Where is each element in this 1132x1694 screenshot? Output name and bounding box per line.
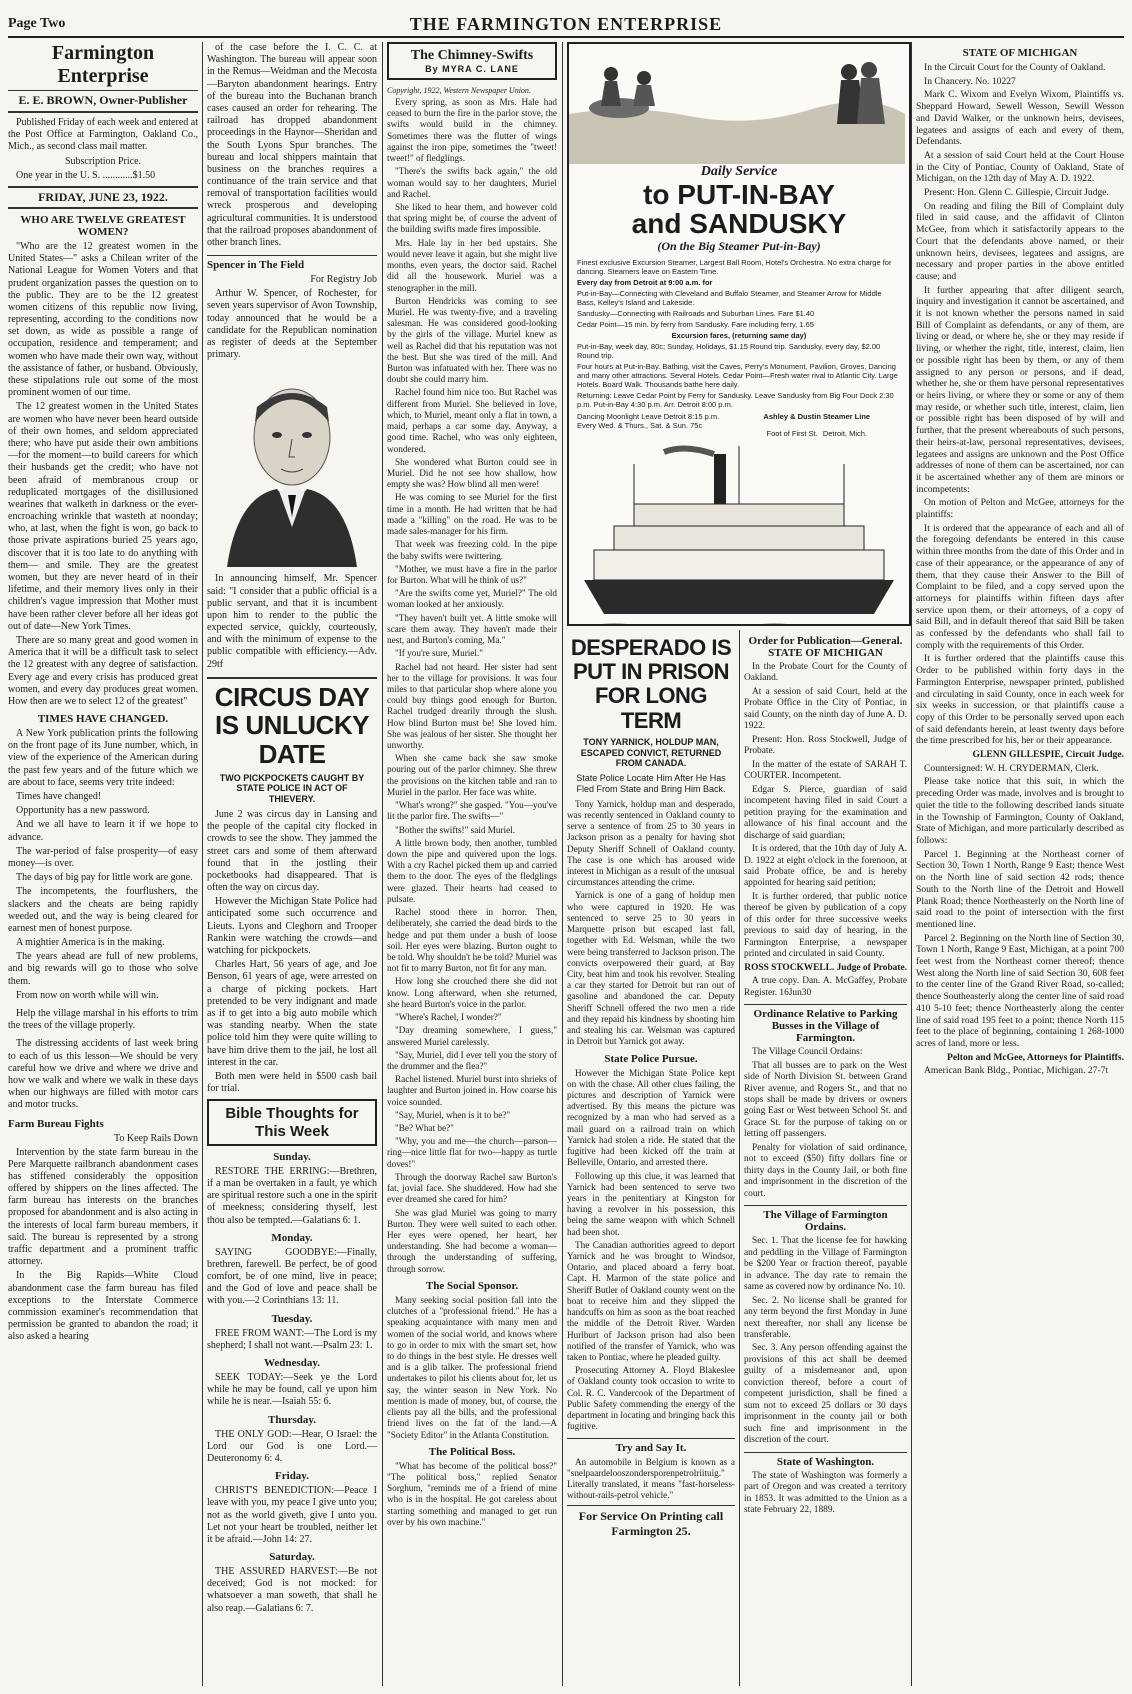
page-number: Page Two [8, 16, 66, 31]
chancery-paragraph: In the Circuit Court for the County of Oakland. [924, 62, 1106, 73]
chancery-paragraph: It further appearing that after diligent search, inquiry and investigation it cannot be ascertained, and it is not known whether the persons named in said Bill of Complaint as defendants, or any of them, are living or dead, or where he, she or they may reside if living, or whether the right, title, interest, claim, lien or possible right has been by them, or any of them assigned to any person or persons, and if dead, whether he, she or them have personal representatives or heirs living, or where they or some or any of them may reside, or whether such title, interest, claim, lien or possible right has been disposed of by will and further, that the present whereabouts of such persons, their heirs-at-law, personal representatives, devisees, legatees and assigns are unknown and the Post Office addresses of none of them can be ascertained, nor can it be ascertained whether any of them are minors or incompetents: [916, 284, 1124, 495]
story-paragraph: She wondered what Burton could see in Muriel. Did he not see how shallow, how empty she was? How blind all men were! [387, 456, 557, 490]
story-byline: By MYRA C. LANE [425, 64, 519, 74]
chancery-paragraph: On motion of Pelton and McGee, attorneys for the plaintiffs: [916, 497, 1124, 521]
times-paragraph: The years ahead are full of new problems, and big rewards will go to those who solve them. [8, 951, 198, 987]
story-paragraph: That week was freezing cold. In the pipe the baby swifts were twittering. [387, 539, 557, 561]
times-paragraph: And we all have to learn it if we hope to advance. [8, 819, 198, 843]
chancery-paragraph: At a session of said Court held at the Court House in the City of Pontiac, County of Oakland, State of Michigan, on the 12th day of May A. D. 1922. [916, 149, 1124, 185]
chancery-paragraph: Parcel 2. Beginning on the North line of Section 30, Town 1 North, Range 9 East, Michigan, at a point 700 feet west from the Northeast corner thereof; thence West along the North line of said Section 30, 608 feet to the center line of the Grand River Road, so-called; thence Southeasterly along the center line of said road 410 5-10 feet; thence Northeasterly along the center line of said road 195 feet to a point; thence North 115 feet to the place of beginning, containing 1 268-1000 acres of land, more or less. [916, 932, 1124, 1049]
washington-paragraph: The state of Washington was formerly a part of Oregon and was created a territory in 1853. It was admitted to the Union as a state February 22, 1889. [744, 1470, 907, 1516]
day-label: Monday. [271, 1231, 313, 1244]
story-paragraph: "Day dreaming somewhere, I guess," answered Muriel carelessly. [387, 1025, 557, 1047]
ad-title-line-1: to PUT-IN-BAY [643, 179, 835, 210]
story-paragraph: Rachel listened. Muriel burst into shrieks of laughter and Burton joined in. How coarse his voice sounded. [387, 1074, 557, 1107]
circus-headline: CIRCUS DAY IS UNLUCKY DATE [207, 677, 377, 769]
times-headline: TIMES HAVE CHANGED. [37, 713, 169, 726]
farm-paragraph: In the Big Rapids—White Cloud abandonment case the farm bureau has filed exceptions to the Interstate Commerce commission examiner's recommendation that permission be granted to abandon the road; it also asked a hearing [8, 1270, 198, 1343]
ad-text: Returning: Leave Cedar Point by Ferry for Sandusky. Leave Sandusky from Big Four Dock 2:30 p.m. Put-in-Bay 4:30 p.m. Arr. Detroit 8:00 p.m. [577, 390, 894, 409]
chancery-paragraph: On reading and filing the Bill of Complaint duly filed in said cause, and the affidavit of Clinton McGee, from which it satisfactorily appears to the Court that the defendants above named, or their unknown heirs, devisees, legatees and assigns, are necessary and proper parties in the above entitled cause; and [916, 200, 1124, 282]
story-paragraph: "If you're sure, Muriel." [395, 648, 483, 659]
ad-text: Four hours at Put-in-Bay. Bathing, visit the Caves, Perry's Monument, Pavilion, Groves, Dancing and many other attractions. Several Hotels. Cedar Point—Fresh water rival to Atlantic City. Large Hotels. Board Walk. Thousands bathe here daily. [577, 361, 898, 389]
times-paragraph: Opportunity has a new password. [16, 805, 150, 817]
story-paragraph: "Say, Muriel, when is it to be?" [395, 1109, 511, 1120]
bible-box [207, 1099, 377, 1146]
attorneys-signature: Pelton and McGee, Attorneys for Plaintiffs. [946, 1051, 1124, 1063]
bible-verse: THE ONLY GOD:—Hear, O Israel: the Lord our God is one Lord.—Deuteronomy 6: 4. [207, 1428, 377, 1464]
desperado-deck: TONY YARNICK, HOLDUP MAN, ESCAPED CONVICT, RETURNED FROM CANADA. [580, 736, 722, 769]
order-true-copy: A true copy. Dan. A. McGaffey, Probate Register. 16Jun30 [744, 976, 907, 998]
ad-text: Put-in-Bay—Connecting with Cleveland and Buffalo Steamer, and Steamer Arrow for Middle Bass, Kelley's Island and Lakeside. [577, 288, 882, 307]
story-paragraph: Burton Hendricks was coming to see Muriel. He was twenty-five, and a traveling salesman. He was considered good-looking by the girls of the village. Muriel knew as well as Rachel did that his reputation was not the best. But she was tired of the mill. And Burton was infatuated with her. There was no doubt she could marry him. [387, 295, 557, 385]
story-paragraph: Rachel found him nice too. But Rachel was different from Muriel. She believed in love, which, to Muriel, meant only a flat in town, a maid, perhaps a car some day. Anyway, a good time. Rachel, who was only eighteen, wondered. [387, 387, 557, 454]
desperado-headline: DESPERADO IS PUT IN PRISON FOR LONG TERM [570, 635, 732, 733]
ad-text: Finest exclusive Excursion Steamer, Largest Ball Room, Hotel's Orchestra. No extra charge for dancing. Steamers leave on Eastern Time. [577, 257, 892, 276]
column-rule [382, 42, 383, 1686]
printing-notice: For Service On Printing call Farmington 25. [567, 1505, 735, 1539]
boss-headline: The Political Boss. [428, 1445, 516, 1458]
times-paragraph: Times have changed! [16, 791, 102, 802]
column-rule [202, 42, 203, 1686]
desperado-paragraph: However the Michigan State Police kept on with the chase. All other clues failing, the pictures and description of Yarnick were advertised. By this means the picture was recognized by a man who had served as a mail guard on a railroad train on which Yarnick had stolen a ride. He stated that the fugitive had been kicked off the train at Belleville, Ontario, and arrested there. [567, 1067, 735, 1168]
chancery-countersign: Countersigned: W. H. CRYDERMAN, Clerk. [924, 762, 1099, 774]
boss-paragraph: "What has become of the political boss?" "The political boss," replied Senator Sorghum, "reminds me of a friend of mine who is in the hospital. He got careless about starting something and managed to get run over by his own machine." [387, 1460, 557, 1527]
times-paragraph: A mightier America is in the making. [16, 937, 165, 949]
bible-verse: FREE FROM WANT:—The Lord is my shepherd; I shall not want.—Psalm 23: 1. [207, 1327, 377, 1351]
story-paragraph: "Mother, we must have a fire in the parlor for Burton. What will he think of us?" [387, 563, 557, 585]
circus-deck: TWO PICKPOCKETS CAUGHT BY STATE POLICE IN ACT OF THIEVERY. [219, 772, 365, 805]
women-paragraph: "Who are the 12 greatest women in the United States—" asks a Chilean writer of the National League for Women Voters and that prudent organization passes the question on to the public. They are to be the 12 greatest women citizens of this republic now living, representing, according to the conditions now set down, as wide as possible a range of occupation, residence and temperament; and women who have made their own way, without the assistance of father, or husband. Obviously, these stipulations rule out some of the most prominent women of our time. [8, 240, 198, 399]
story-paragraph: A little brown body, then another, tumbled down the pipe and quivered upon the logs. With a cry Rachel picked them up and carried them to the door. The eyes of the fledglings were glazed. Their hearts had ceased to pulsate. [387, 837, 557, 904]
desperado-paragraph: Prosecuting Attorney A. Floyd Blakeslee of Oakland county took occasion to write to Col. R. C. Vandercook of the Department of Public Safety commending the energy of the department in locating and bringing back this fugitive. [567, 1365, 735, 1432]
accidents-note: The distressing accidents of last week bring to each of us this lesson—We should be very careful how we drive and where we drive and how we walk and where we walk in these days when our highways are filled with motor cars and motor trucks. [8, 1038, 198, 1111]
order-paragraph: Edgar S. Pierce, guardian of said incompetent having filed in said Court a petition praying for the examination and allowance of his final account and the discharge of said guardian; [744, 784, 907, 841]
village-headline: The Village of Farmington Ordains. [744, 1205, 907, 1233]
village-paragraph: Sec. 1. That the license fee for hawking and peddling in the Village of Farmington be $200 Year or fraction thereof, payable in advance. The day rate to remain the same as covered now by ordinance No. 10. [744, 1236, 907, 1293]
story-paragraph: "Where's Rachel, I wonder?" [395, 1012, 502, 1023]
story-paragraph: Mrs. Hale lay in her bed upstairs. She would never leave it again, but she might live months, even years, the doctor said. Rachel did all the housework. Muriel was a stenographer in the mill. [387, 237, 557, 293]
story-paragraph: Every spring, as soon as Mrs. Hale had ceased to burn the fire in the parlor stove, the swifts would build in the chimney. Sometimes there was the flutter of wings against the iron pipe, sometimes the "tweet! tweet!" of fledglings. [387, 97, 557, 164]
village-paragraph: Sec. 2. No license shall be granted for any term beyond the first Monday in June next thereafter, nor shall any license be transferable. [744, 1295, 907, 1340]
desperado-subsection: State Police Pursue. [604, 1052, 698, 1065]
social-paragraph: Many seeking social position fall into the clutches of a "professional friend." He has a speaking acquaintance with many men and women of the social world, and knows where to go in order to mix with the smart set, how to do things in the best style. He dresses well and is a glib talker. The professional friend undertakes to pilot his clients about for, let us say, the winter season in New York. No mention is made of money, but, of course, the clients pay all the bills, and the professional friend lives on the fat of the land.—A "Society Editor" in the Atlanta Constitution. [387, 1294, 557, 1440]
spencer-headline: Spencer in The Field [207, 255, 377, 271]
order-paragraph: In the Probate Court for the County of Oakland. [744, 662, 907, 684]
marshal-note: Help the village marshal in his efforts to trim the trees of the village properly. [8, 1008, 198, 1032]
desperado-paragraph: The Canadian authorities agreed to deport Yarnick and he was brought to Windsor, Ontario, and placed aboard a ferry boat. Capt. H. Marmon of the state police and Sheriff Butler of Oakland county went on the boat to receive him and they slipped the handcuffs on him as soon as the boat reached the middle of the Detroit River. Warden Hurlburt of Jackson prison had also been notified of the transfer of Yarnick, who was taken to Pontiac, where he pleaded guilty. [567, 1239, 735, 1363]
subscription-price: One year in the U. S. ............$1.50 [16, 169, 156, 181]
column-3 [387, 42, 557, 1686]
ad-illustration-bathers [569, 44, 905, 164]
story-paragraph: "Are the swifts come yet, Muriel?" The old woman looked at her anxiously. [387, 588, 557, 610]
farm-paragraph: Intervention by the state farm bureau in the Pere Marquette railbranch abandonment cases has stiffened considerably the opposition offered by shippers on the lines affected. The farm bureau has interests on the branches proposed for abandonment and is also acting in the interests of local farm bureau members, it said. The bureau is represented by a strong traffic department and a prominent traffic attorney. [8, 1146, 198, 1268]
column-5 [744, 630, 907, 1686]
times-paragraph: The days of big pay for little work are gone. [16, 872, 193, 884]
day-label: Saturday. [269, 1551, 315, 1564]
times-paragraph: The incompetents, the fourflushers, the slackers and the cheats are being rapidly weeded out, and the way is being cleared for earnest men of honest purpose. [8, 886, 198, 934]
ordinance-paragraph: The Village Council Ordains: [752, 1047, 863, 1058]
story-copyright: Copyright, 1922, Western Newspaper Union. [387, 86, 531, 95]
column-rule [562, 42, 563, 1686]
spencer-paragraph: Arthur W. Spencer, of Rochester, for seven years supervisor of Avon Township, today announced that he would be a candidate for the Republican nomination as register of deeds at the September primary. [207, 288, 377, 361]
day-label: Friday. [275, 1470, 309, 1483]
try-paragraph: An automobile in Belgium is known as a "snelpaardelooszondersporenpetrolriituig." Literally translated, it means "fast-horseless-without-rails-petrol vehicle." [567, 1456, 735, 1501]
circus-paragraph: Charles Hart, 56 years of age, and Joe Benson, 61 years of age, were arrested on a charge of picking pockets. Hart pretended to be very indignant and made as if to get into a big auto mobile which was standing nearby. When the state police told him they were quite willing to have him drive them to the jail, he lost all interest in the car. [207, 959, 377, 1068]
story-paragraph: How long she crouched there she did not know. Long afterward, when she returned, she heard Burton's voice in the parlor. [387, 976, 557, 1009]
story-paragraph: "Bother the swifts!" said Muriel. [395, 824, 516, 835]
desperado-paragraph: Yarnick is one of a gang of holdup men who were captured in 1920. He was sentenced to serve 25 to 30 years in Marquette prison but escaped last fall, together with Ed. Welsman, while the two were being transferred to Jackson prison. The convicts overpowered their guard, at Bay City, beat him and took his revolver. Stealing a car they started for Detroit but ran out of gasoline and abandoned the car. Deputy Sheriff Schnell offered the two men a ride and they repaid his kindness by shooting him and stealing his car. Welsman was captured in Detroit but Yarnick got away. [567, 890, 735, 1047]
story-paragraph: Rachel stood there in horror. Then, deliberately, she carried the dead birds to the hedge and put them under a bush of loose soil. Her eyes were blazing. Burton ought to be told. Why shouldn't he be told? Muriel was not fit to marry Burton, not fit for any man. [387, 907, 557, 974]
order-paragraph: Present: Hon. Ross Stockwell, Judge of Probate. [744, 734, 907, 757]
women-headline: WHO ARE TWELVE GREATEST WOMEN? [20, 213, 186, 238]
newspaper-title: THE FARMINGTON ENTERPRISE [409, 14, 723, 34]
order-paragraph: At a session of said Court, held at the Probate Office in the City of Pontiac, in said County, on the ninth day of June A. D. 1922. [744, 686, 907, 732]
farm-subhead: To Keep Rails Down [113, 1132, 198, 1144]
try-headline: Try and Say It. [567, 1438, 735, 1454]
social-headline: The Social Sponsor. [425, 1279, 519, 1292]
ad-text: Excursion fares, (returning same day) [671, 330, 807, 340]
column-4 [567, 630, 735, 1686]
story-paragraph: "Be? What be?" [395, 1123, 454, 1134]
column-rule [739, 630, 740, 1686]
bible-verse: THE ASSURED HARVEST:—Be not deceived; God is not mocked: for whatsoever a man soweth, that shall he also reap.—Galatians 6: 7. [207, 1566, 377, 1614]
masthead: Farmington Enterprise [8, 42, 198, 91]
circus-paragraph: Both men were held in $500 cash bail for trial. [207, 1070, 377, 1095]
ad-text: Put-in-Bay, week day, 80c; Sunday, Holidays, $1.15 Round trip. Sandusky, every day, $2.00 Round trip. [577, 341, 881, 360]
story-paragraph: "They haven't built yet. A little smoke will scare them away. They haven't made their nest, and Burton's coming, Ma." [387, 612, 557, 646]
column-rule [911, 42, 912, 1686]
bible-verse: SEEK TODAY:—Seek ye the Lord while he may be found, call ye upon him while he is near.—Isaiah 55: 6. [207, 1372, 377, 1408]
page-header [8, 14, 1124, 38]
bible-verse: SAYING GOODBYE:—Finally, brethren, farewell. Be perfect, be of good comfort, be of one mind, live in peace; and the God of love and peace shall be with you.—2 Corinthians 13: 11. [207, 1246, 377, 1307]
story-paragraph: Rachel had not heard. Her sister had sent her to the village for provisions. It was four miles to that particular shop where alone you could buy things good enough for Burton. Rachel trudged drearily through the slush. How blind Burton must be! She loved him. She was jealous of her sister. She thought her unworthy. [387, 661, 557, 751]
story-paragraph: She liked to hear them, and however cold that spring might be, of course the advent of the building swifts made fires impossible. [387, 201, 557, 235]
chancery-paragraph: Parcel 1. Beginning at the Northeast corner of Section 30, Town 1 North, Range 9 East; thence West on the North line of said section 42 rods; thence South to the North line of the Detroit and Howell Plank Road; thence Northeasterly on the North line of said road to the point of intersection with the first mentioned line. [916, 848, 1124, 930]
order-signature: ROSS STOCKWELL. Judge of Probate. [744, 962, 907, 973]
ad-address: Foot of First St. [766, 428, 818, 438]
chancery-paragraph: Please take notice that this suit, in which the preceding Order was made, involves and is brought to quiet the title to the following described lands situate in the Township of Farmington, County of Oakland, State of Michigan, and more particularly described as follows: [916, 776, 1124, 846]
day-label: Thursday. [268, 1413, 316, 1426]
story-paragraph: "What's wrong?" she gasped. "You—you've lit the parlor fire. The swifts—" [387, 800, 557, 822]
chancery-paragraph: Mark C. Wixom and Evelyn Wixom, Plaintiffs vs. Sheppard Howard, Sewell Wesson, Sewill Wesson and David Walker, or the unknown heirs, devisees, legatees and assigns of each and every of them, Defendants. [916, 89, 1124, 148]
story-paragraph: Through the doorway Rachel saw Burton's fat, jovial face. She shuddered. How had she ever dreamed she cared for him? [387, 1171, 557, 1205]
day-label: Wednesday. [264, 1357, 320, 1370]
desperado-subhead: State Police Locate Him After He Has Fled From State and Bring Him Back. [576, 773, 726, 794]
bible-verse: CHRIST'S BENEDICTION:—Peace I leave with you, my peace I give unto you; not as the world giveth, give I unto you. Let not your heart be troubled, neither let it be afraid.—John 14: 27. [207, 1485, 377, 1545]
desperado-paragraph: Following up this clue, it was learned that Yarnick had been sentenced to serve two years in the penitentiary at Kingston for having a revolver in his possession, this being the same weapon with which Schnell had been shot. [567, 1170, 735, 1237]
chancery-paragraph: It is further ordered that the plaintiffs cause this Order to be published within forty days in the Farmington Enterprise, newspaper printed, published and circulating in said County, once in each week for six weeks in succession, or that plaintiffs cause a copy of this Order to be personally served upon each of said defendants herein, at least twenty days before the time prescribed for his, her or their appearance. [916, 653, 1124, 747]
women-paragraph: The 12 greatest women in the United States are women who have never been heard outside of their own homes, and seldom appreciated there; who have put aside their own ambitions—for the moment—to build careers for which their husbands get the credit; who have not been afraid of membranous croup or reduplicated mortgages of the disillusioned wearines that walketh in darkness or the ever-encroaching wrinkle that wasteth at noonday; who, at last, when the fight is won, go back to those private aspirations buried 25 years ago, discover that it is too late to do anything with them— and smile. They are the greatest women, but they are never heard of in their lifetime, and their memory lives only in their children's vague impression that Mother must have been rather clever before all her ideas got out of date—New York Times. [8, 401, 198, 632]
circus-paragraph: June 2 was circus day in Lansing and the people of the capital city flocked in crowds to see the show. They jammed the street cars and some of them afterward found that in the jostling their pocketbooks had disappeared. That is often the way on circus day. [207, 808, 377, 894]
ad-subtitle: (On the Big Steamer Put-in-Bay) [657, 238, 821, 253]
publication-info: Published Friday of each week and entered at the Post Office at Farmington, Oakland Co., Mich., as second class mail matter. [8, 117, 198, 153]
times-paragraph: A New York publication prints the following on the front page of its June number, which, in view of the experience of the American during the past few years and of the future which we are about to face, seems very trite indeed: [8, 728, 198, 788]
circus-paragraph: However the Michigan State Police had anticipated some such occurrence and Lieuts. Lyons and Cleghorn and Trooper Rankin were watching the crowds—and watching for pickpockets. [207, 896, 377, 957]
day-label: Sunday. [273, 1150, 311, 1163]
farm-continued: of the case before the I. C. C. at Washington. The bureau will appear soon in the Remus—Weidman and the Mecosta—Baryton abandonment hearings. Entry of the bureau into the Buchanan branch cases caused an order for rehearing. The railroad has dropped abandonment proceedings in the Haynor—Sheridan and the South Lyons Spur branches. The bureau and local shippers maintain that business on the branches requires a continuance of the train service and that removal of transportation facilities would wreck prosperous and developing agricultural communities. It is understood that the railroad proposes abandonment of other branch lines. [207, 42, 377, 248]
chancery-headline: STATE OF MICHIGAN [962, 47, 1078, 59]
portrait-image [217, 367, 367, 567]
ad-title-line-2: and SANDUSKY [631, 208, 847, 240]
ad-text: Every day from Detroit at 9:00 a.m. for [577, 277, 713, 287]
attorneys-address: American Bank Bldg., Pontiac, Michigan. 27-7t [924, 1065, 1109, 1077]
washington-headline: State of Washington. [744, 1452, 907, 1468]
column-1 [8, 42, 198, 1686]
order-headline: Order for Publication—General. STATE OF MICHIGAN [748, 635, 903, 659]
order-paragraph: It is further ordered, that public notice thereof be given by publication of a copy of this order for three successive weeks previous to said day of hearing, in the Farmington Enterprise, a newspaper printed and circulated in said County. [744, 891, 907, 960]
bible-verse: RESTORE THE ERRING:—Brethren, if a man be overtaken in a fault, ye which are spiritual restore such a one in the spirit of meekness; considering thyself, lest thou also be tempted.—Galatians 6: 1. [207, 1165, 377, 1226]
column-2 [207, 42, 377, 1686]
bible-headline: Bible Thoughts for This Week [225, 1105, 359, 1140]
steamer-advertisement [567, 42, 911, 626]
order-paragraph: It is ordered, that the 10th day of July A. D. 1922 at eight o'clock in the forenoon, at said Probate office, be and is hereby appointed for hearing said petition; [744, 844, 907, 889]
column-6 [916, 42, 1124, 1686]
story-paragraph: "Say, Muriel, did I ever tell you the story of the drummer and the flea?" [387, 1049, 557, 1071]
story-paragraph: "There's the swifts back again," the old woman would say to her daughters, Muriel and Rachel. [387, 166, 557, 199]
story-paragraph: He was coming to see Muriel for the first time in a month. He had written that he had made a "killing" on the road. He was to be made sales-manager for his firm. [387, 492, 557, 537]
steamer-ship-illustration [574, 444, 904, 626]
story-paragraph: "Why, you and me—the church—parson—ring—nice little flat for two—happy as turtle doves!" [387, 1136, 557, 1169]
ad-text: Dancing Moonlight Leave Detroit 8:15 p.m. Every Wed. & Thurs., Sat. & Sun. 75c [577, 411, 720, 430]
order-paragraph: In the matter of the estate of SARAH T. COURTER. Incompetent. [744, 759, 907, 782]
spencer-subhead: For Registry Job [310, 274, 377, 286]
village-paragraph: Sec. 3. Any person offending against the provisions of this act shall be deemed guilty of a misdemeanor and, upon conviction thereof, before a court of competent jurisdiction, shall be fined a sum not to exceed 25 dollars or 30 days imprisonment in the county jail or both such fine and imprisonment in the discretion of the court. [744, 1343, 907, 1446]
ad-company: Ashley & Dustin Steamer Line [763, 411, 871, 421]
owner-line: E. E. BROWN, Owner-Publisher [8, 93, 198, 113]
desperado-paragraph: Tony Yarnick, holdup man and desperado, was recently sentenced in Oakland county to serve a sentence of from 25 to 30 years in Jackson prison as a penalty for having shot Deputy Sheriff Schnell of Oakland county. The case is one which has aroused wide interest in Michigan as a result of the unusual circumstances attending the crime. [567, 798, 735, 888]
chancery-paragraph: In Chancery. No. 10227 [924, 75, 1016, 87]
chancery-paragraph: Present: Hon. Glenn C. Gillespie, Circuit Judge. [924, 187, 1109, 199]
ad-text: Sandusky—Connecting with Railroads and Suburban Lines. Fare $1.40 [577, 308, 815, 318]
subscription-label: Subscription Price. [64, 155, 142, 167]
day-label: Tuesday. [271, 1312, 313, 1325]
spencer-paragraph: In announcing himself, Mr. Spencer said: "I consider that a public official is a public servant, and that it is incumbent upon him to render to the public the expected service, quickly, courteously, and with the minimum of expense to the public compatible with efficiency.—Adv. 29tf [207, 573, 377, 670]
chancery-signature: GLENN GILLESPIE, Circuit Judge. [972, 749, 1124, 761]
story-title: The Chimney-Swifts [410, 48, 534, 63]
chancery-paragraph: It is ordered that the appearance of each and all of the foregoing defendants be entered in this cause within three months from the date of this Order and in case of their appearance, or the appearance of any of them, that they cause their Answer to the Bill of Complaint to be filed, and a copy served upon the attorneys for plaintiffs within fifteen days after service upon them, or their attorneys, of a copy of said Bill, and in default thereof that said Bill be taken as confessed by the defendants who shall fail to comply with the requirements of this Order. [916, 522, 1124, 651]
story-title-box [387, 42, 557, 80]
ad-city: Detroit, Mich. [822, 428, 868, 438]
farm-headline: Farm Bureau Fights [8, 1117, 104, 1130]
ordinance-headline: Ordinance Relative to Parking Busses in the Village of Farmington. [744, 1004, 907, 1044]
times-paragraph: From now on worth while will win. [16, 989, 159, 1001]
ad-text: Cedar Point—15 min. by ferry from Sandusky. Fare including ferry, 1.65 [577, 319, 814, 329]
issue-date: FRIDAY, JUNE 23, 1922. [8, 186, 198, 209]
women-paragraph: There are so many great and good women in America that it will be a difficult task to select the 12 greatest with any degree of satisfaction. Every age and every crisis has produced great women, and every day produces great women. How then are we to select 12 of the greatest" [8, 634, 198, 707]
story-paragraph: When she came back she saw smoke pouring out of the parlor chimney. She threw the provisions on the kitchen table and ran to Muriel in the parlor. Her face was white. [387, 753, 557, 797]
story-paragraph: She was glad Muriel was going to marry Burton. They were well suited to each other. Her eyes were opened, her heart, her understanding. She had become a woman—through the understanding of suffering, through sorrow. [387, 1207, 557, 1274]
ordinance-paragraph: Penalty for violation of said ordinance, not to exceed ($50) fifty dollars fine or thirty days in the County Jail, or both fine and imprisonment in the discretion of the court. [744, 1142, 907, 1199]
times-paragraph: The war-period of false prosperity—of easy money—is over. [8, 845, 198, 869]
ordinance-paragraph: That all busses are to park on the West side of North Division St. between Grand River avenue, and Rogers St., and that no stops shall be made by drivers or owners going East or West between School St. and Grace St. for the purpose of taking on or letting off passengers. [744, 1060, 907, 1140]
ad-daily: Daily Service [700, 164, 778, 179]
